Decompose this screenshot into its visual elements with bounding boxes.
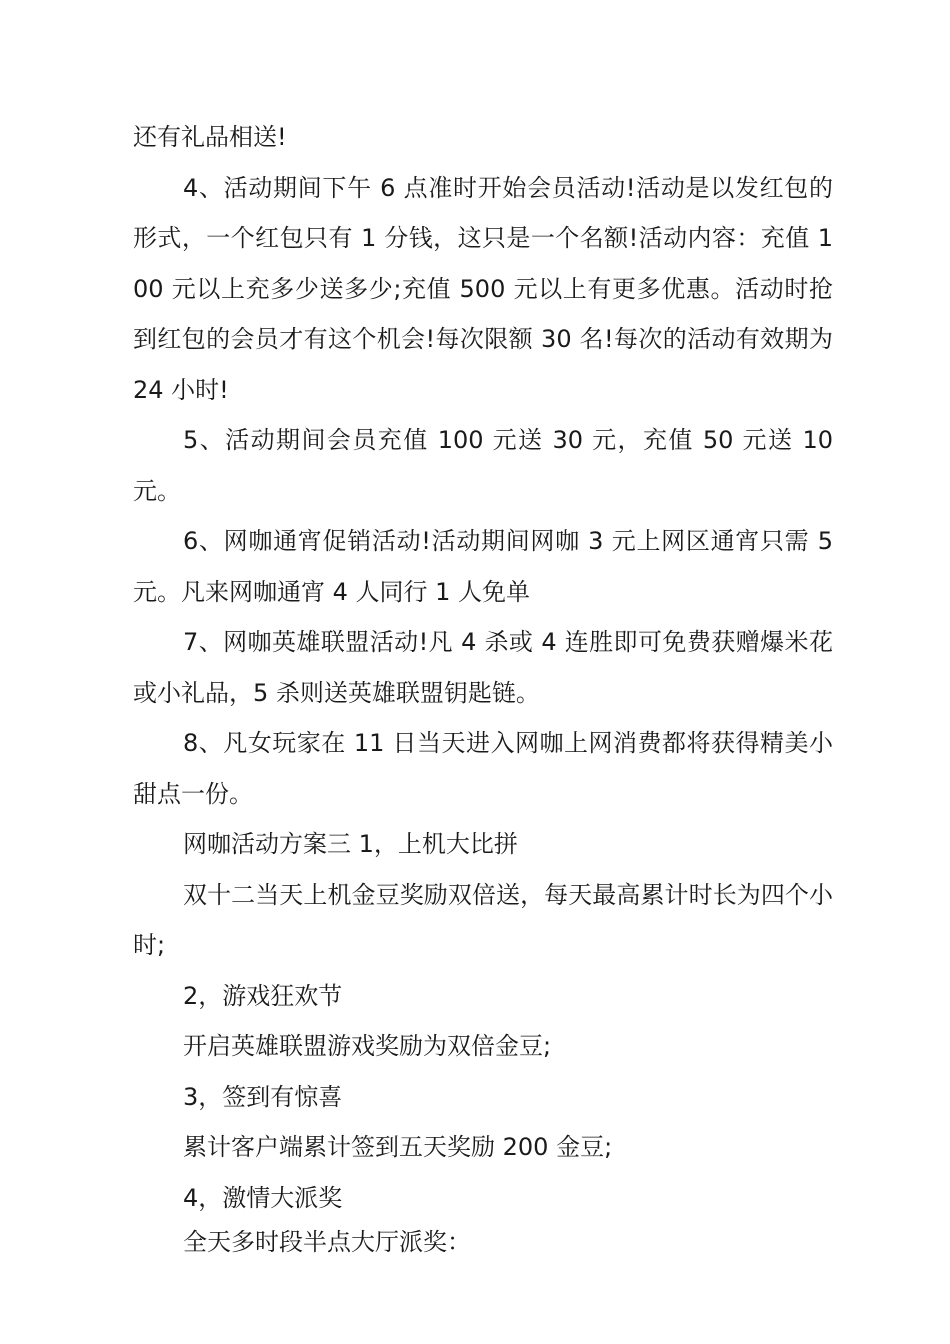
paragraph-heading-prize-draw: 4，激情大派奖 (183, 1183, 343, 1212)
paragraph-lol-double-beans: 开启英雄联盟游戏奖励为双倍金豆; (183, 1032, 552, 1060)
paragraph-item-5-recharge: 5、活动期间会员充值 100 元送 30 元，充值 50 元送 10 元。 (133, 426, 833, 505)
paragraph-item-6-overnight: 6、网咖通宵促销活动!活动期间网咖 3 元上网区通宵只需 5 元。凡来网咖通宵 4 人同行 1 人免单 (133, 527, 833, 606)
paragraph-item-4-red-packet: 4、活动期间下午 6 点准时开始会员活动!活动是以发红包的形式，一个红包只有 1 分钱，这只是一个名额!活动内容：充值 100 元以上充多少送多少;充值 500 元以上有更多优惠。活动时抢到红包的会员才有这个机会!每次限额 30 名!每次的活动有效期为 24 小时! (133, 173, 833, 404)
paragraph-plan-three-heading: 网咖活动方案三 1，上机大比拼 (183, 830, 518, 858)
document-body (133, 112, 833, 1268)
paragraph-gift-continued: 还有礼品相送! (133, 123, 287, 151)
paragraph-heading-sign-in: 3，签到有惊喜 (183, 1082, 343, 1111)
paragraph-sign-in-reward: 累计客户端累计签到五天奖励 200 金豆; (183, 1133, 613, 1161)
paragraph-heading-game-carnival: 2，游戏狂欢节 (183, 981, 343, 1010)
paragraph-item-8-female-players: 8、凡女玩家在 11 日当天进入网咖上网消费都将获得精美小甜点一份。 (133, 729, 833, 808)
paragraph-item-7-lol: 7、网咖英雄联盟活动!凡 4 杀或 4 连胜即可免费获赠爆米花或小礼品，5 杀则送英雄联盟钥匙链。 (133, 628, 833, 707)
paragraph-hall-prize: 全天多时段半点大厅派奖： (183, 1228, 471, 1256)
paragraph-double-beans: 双十二当天上机金豆奖励双倍送，每天最高累计时长为四个小时; (133, 880, 833, 959)
